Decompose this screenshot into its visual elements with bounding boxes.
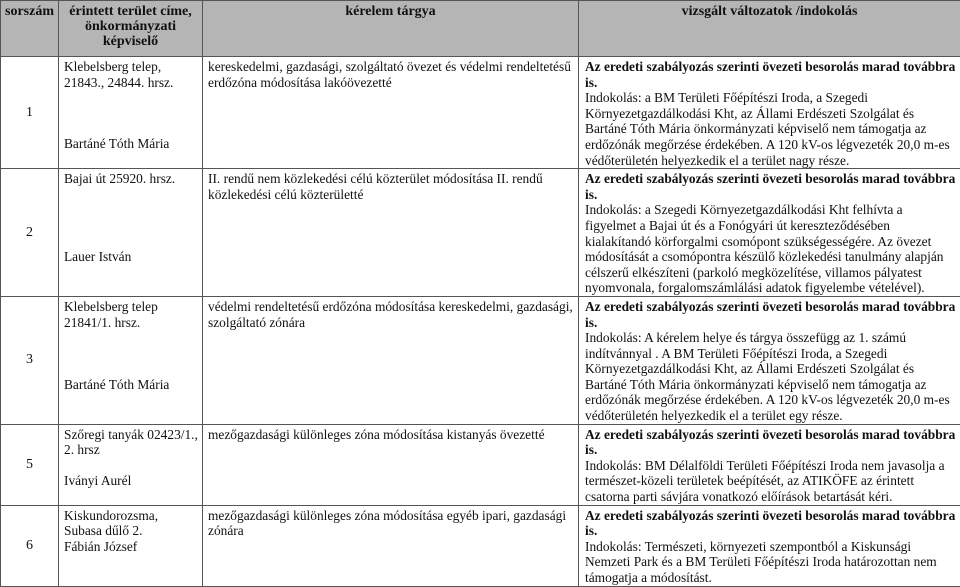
- reasoning-cell: [579, 169, 960, 297]
- reasoning-text: Indokolás: a Szegedi Környezetgazdálkodási Kht felhívta a figyelmet a Bajai út és a Fonógyári út kereszteződésében kialakítandó körforgalmi csomópont szükségességére. Az övezet módosítását a csomópontra készülő közlekedési tanulmány alapján célszerű elkészíteni (parkoló megközelítése, villamos pályatest nyomvonala, forgalomszámlálási adatok figyelembe vételével).: [585, 202, 956, 296]
- request-subject: védelmi rendeltetésű erdőzóna módosítása kereskedelmi, gazdasági, szolgáltató zónára: [203, 296, 579, 424]
- reasoning-text: Indokolás: a BM Területi Főépítészi Iroda, a Szegedi Környezetgazdálkodási Kht, az Állami Erdészeti Szolgálat és Bartáné Tóth Mária önkormányzati képviselő nem támogatja az erdőzónák megőrzése érdekében. A 120 kV-os légvezeték 20,0 m-es védőterületén helyezkedik el a terület nagy része.: [585, 90, 956, 168]
- decision-text: Az eredeti szabályozás szerinti övezeti besorolás marad továbbra is.: [585, 171, 956, 202]
- representative: Fábián József: [64, 539, 198, 555]
- area-cell: [59, 424, 203, 505]
- header-kerelem: kérelem tárgya: [203, 1, 579, 57]
- representative: Bartáné Tóth Mária: [64, 377, 198, 393]
- decision-text: Az eredeti szabályozás szerinti övezeti besorolás marad továbbra is.: [585, 299, 956, 330]
- reasoning-text: Indokolás: A kérelem helye és tárgya összefügg az 1. számú indítvánnyal . A BM Területi Főépítészi Iroda, a Szegedi Környezetgazdálkodási Kht, az Állami Erdészeti Szolgálat és Bartáné Tóth Mária önkormányzati képviselő nem támogatja az erdőzónák megőrzése érdekében. A 120 kV-os légvezeték 20,0 m-es védőterületén helyezkedik el a terület egy része.: [585, 330, 956, 424]
- area-cell: [59, 169, 203, 297]
- area-address: Bajai út 25920. hrsz.: [64, 171, 198, 187]
- row-number: 6: [1, 505, 59, 586]
- area-address: Szőregi tanyák 02423/1., 2. hrsz: [64, 427, 198, 458]
- header-sorszam: sorszám: [1, 1, 59, 57]
- area-cell: [59, 57, 203, 169]
- area-cell: [59, 296, 203, 424]
- header-valtozatok: vizsgált változatok /indokolás: [579, 1, 960, 57]
- row-number: 3: [1, 296, 59, 424]
- reasoning-cell: [579, 424, 960, 505]
- reasoning-text: Indokolás: BM Délalföldi Területi Főépítészi Iroda nem javasolja a természet-közeli területek beépítését, az ATIKÖFE az érintett csatorna parti sávjára vonatkozó előírások betartását kéri.: [585, 458, 956, 505]
- request-subject: kereskedelmi, gazdasági, szolgáltató övezet és védelmi rendeltetésű erdőzóna módosítása lakóövezetté: [203, 57, 579, 169]
- request-subject: II. rendű nem közlekedési célú közterület módosítása II. rendű közlekedési célú közterületté: [203, 169, 579, 297]
- representative: Bartáné Tóth Mária: [64, 136, 198, 152]
- reasoning-text: Indokolás: Természeti, környezeti szempontból a Kiskunsági Nemzeti Park és a BM Területi Főépítészi Iroda határozottan nem támogatja a módosítást.: [585, 539, 956, 586]
- request-subject: mezőgazdasági különleges zóna módosítása egyéb ipari, gazdasági zónára: [203, 505, 579, 586]
- table-row: [1, 424, 960, 505]
- table-row: [1, 505, 960, 586]
- area-address: Klebelsberg telep, 21843., 24844. hrsz.: [64, 59, 198, 90]
- area-cell: [59, 505, 203, 586]
- table-header-row: [1, 1, 960, 57]
- reasoning-cell: [579, 505, 960, 586]
- decision-text: Az eredeti szabályozás szerinti övezeti besorolás marad továbbra is.: [585, 427, 956, 458]
- reasoning-cell: [579, 296, 960, 424]
- table-row: [1, 296, 960, 424]
- decision-text: Az eredeti szabályozás szerinti övezeti besorolás marad továbbra is.: [585, 508, 956, 539]
- row-number: 2: [1, 169, 59, 297]
- representative: Lauer István: [64, 249, 198, 265]
- area-address: Klebelsberg telep 21841/1. hrsz.: [64, 299, 198, 330]
- row-number: 5: [1, 424, 59, 505]
- reasoning-cell: [579, 57, 960, 169]
- row-number: 1: [1, 57, 59, 169]
- table-row: [1, 169, 960, 297]
- representative: Iványi Aurél: [64, 473, 198, 489]
- request-subject: mezőgazdasági különleges zóna módosítása kistanyás övezetté: [203, 424, 579, 505]
- table-row: [1, 57, 960, 169]
- decision-text: Az eredeti szabályozás szerinti övezeti besorolás marad továbbra is.: [585, 59, 956, 90]
- header-terulet: érintett terület címe, önkormányzati képviselő: [59, 1, 203, 57]
- area-address: Kiskundorozsma, Subasa dűlő 2.: [64, 508, 198, 539]
